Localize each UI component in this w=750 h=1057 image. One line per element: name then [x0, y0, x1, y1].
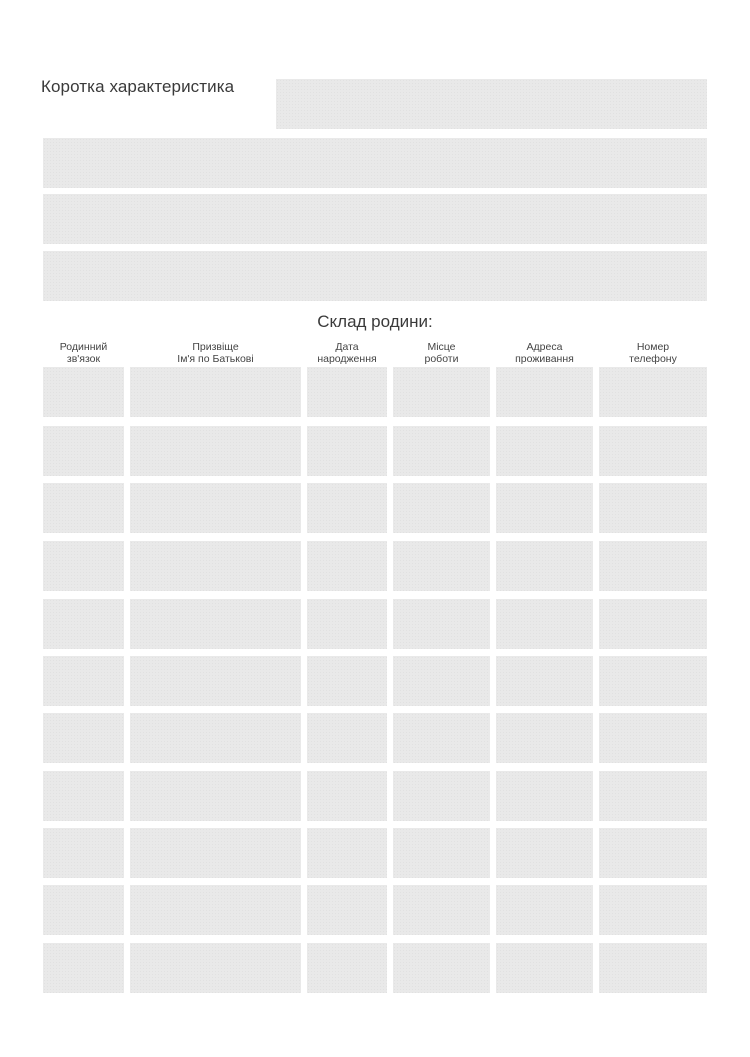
- relation-cell[interactable]: [43, 367, 124, 417]
- phone-cell[interactable]: [599, 656, 707, 706]
- table-row: [0, 885, 750, 935]
- birth-date-cell[interactable]: [307, 541, 387, 591]
- phone-cell[interactable]: [599, 541, 707, 591]
- address-cell[interactable]: [496, 483, 593, 533]
- relation-cell[interactable]: [43, 885, 124, 935]
- relation-cell[interactable]: [43, 771, 124, 821]
- birth-date-cell[interactable]: [307, 656, 387, 706]
- full-name-cell[interactable]: [130, 943, 301, 993]
- birth-date-cell[interactable]: [307, 426, 387, 476]
- address-cell[interactable]: [496, 828, 593, 878]
- full-name-cell[interactable]: [130, 426, 301, 476]
- full-name-cell[interactable]: [130, 483, 301, 533]
- phone-cell[interactable]: [599, 367, 707, 417]
- full-name-cell[interactable]: [130, 656, 301, 706]
- birth-date-cell[interactable]: [307, 713, 387, 763]
- address-cell[interactable]: [496, 885, 593, 935]
- workplace-cell[interactable]: [393, 541, 490, 591]
- relation-cell[interactable]: [43, 943, 124, 993]
- characteristic-field-line-3[interactable]: [43, 194, 707, 244]
- birth-date-cell[interactable]: [307, 885, 387, 935]
- table-row: [0, 599, 750, 649]
- birth-date-cell[interactable]: [307, 367, 387, 417]
- table-row: [0, 426, 750, 476]
- phone-cell[interactable]: [599, 426, 707, 476]
- address-cell[interactable]: [496, 713, 593, 763]
- birth-date-cell[interactable]: [307, 599, 387, 649]
- address-cell[interactable]: [496, 367, 593, 417]
- characteristic-field-line-4[interactable]: [43, 251, 707, 301]
- column-header-line: зв'язок: [66, 353, 101, 365]
- characteristic-field-line-2[interactable]: [43, 138, 707, 188]
- relation-cell[interactable]: [43, 541, 124, 591]
- table-row: [0, 771, 750, 821]
- column-header-line: Місце: [427, 341, 456, 353]
- table-row: [0, 483, 750, 533]
- family-title: Склад родини:: [317, 312, 433, 331]
- workplace-cell[interactable]: [393, 599, 490, 649]
- characteristic-title: Коротка характеристика: [41, 77, 235, 96]
- table-row: [0, 713, 750, 763]
- column-header-phone: [599, 341, 707, 365]
- column-header-line: Родинний: [59, 341, 108, 353]
- address-cell[interactable]: [496, 599, 593, 649]
- workplace-cell[interactable]: [393, 771, 490, 821]
- table-row: [0, 943, 750, 993]
- workplace-cell[interactable]: [393, 828, 490, 878]
- workplace-cell[interactable]: [393, 943, 490, 993]
- column-header-full-name: [130, 341, 301, 365]
- relation-cell[interactable]: [43, 656, 124, 706]
- table-row: [0, 828, 750, 878]
- column-header-line: Призвіще: [192, 341, 239, 353]
- table-row: [0, 541, 750, 591]
- relation-cell[interactable]: [43, 599, 124, 649]
- full-name-cell[interactable]: [130, 713, 301, 763]
- full-name-cell[interactable]: [130, 599, 301, 649]
- full-name-cell[interactable]: [130, 771, 301, 821]
- address-cell[interactable]: [496, 943, 593, 993]
- phone-cell[interactable]: [599, 771, 707, 821]
- column-header-workplace: [393, 341, 490, 365]
- table-row: [0, 656, 750, 706]
- workplace-cell[interactable]: [393, 483, 490, 533]
- workplace-cell[interactable]: [393, 656, 490, 706]
- column-header-line: Ім'я по Батькові: [177, 353, 254, 365]
- column-header-line: Дата: [335, 341, 359, 353]
- birth-date-cell[interactable]: [307, 483, 387, 533]
- table-row: [0, 367, 750, 417]
- column-header-line: Адреса: [526, 341, 563, 353]
- column-header-line: телефону: [629, 353, 677, 365]
- column-header-line: Номер: [636, 341, 670, 353]
- column-header-line: проживання: [515, 353, 574, 365]
- workplace-cell[interactable]: [393, 713, 490, 763]
- address-cell[interactable]: [496, 771, 593, 821]
- column-header-line: роботи: [424, 353, 459, 365]
- relation-cell[interactable]: [43, 483, 124, 533]
- address-cell[interactable]: [496, 656, 593, 706]
- address-cell[interactable]: [496, 541, 593, 591]
- full-name-cell[interactable]: [130, 541, 301, 591]
- phone-cell[interactable]: [599, 599, 707, 649]
- phone-cell[interactable]: [599, 828, 707, 878]
- birth-date-cell[interactable]: [307, 943, 387, 993]
- phone-cell[interactable]: [599, 943, 707, 993]
- workplace-cell[interactable]: [393, 367, 490, 417]
- workplace-cell[interactable]: [393, 885, 490, 935]
- relation-cell[interactable]: [43, 426, 124, 476]
- birth-date-cell[interactable]: [307, 828, 387, 878]
- full-name-cell[interactable]: [130, 885, 301, 935]
- column-header-address: [496, 341, 593, 365]
- address-cell[interactable]: [496, 426, 593, 476]
- full-name-cell[interactable]: [130, 367, 301, 417]
- workplace-cell[interactable]: [393, 426, 490, 476]
- relation-cell[interactable]: [43, 713, 124, 763]
- characteristic-field-line-1[interactable]: [276, 79, 707, 129]
- column-header-relation: [43, 341, 124, 365]
- column-header-line: народження: [317, 353, 377, 365]
- phone-cell[interactable]: [599, 483, 707, 533]
- phone-cell[interactable]: [599, 713, 707, 763]
- column-header-birth-date: [307, 341, 387, 365]
- full-name-cell[interactable]: [130, 828, 301, 878]
- phone-cell[interactable]: [599, 885, 707, 935]
- relation-cell[interactable]: [43, 828, 124, 878]
- birth-date-cell[interactable]: [307, 771, 387, 821]
